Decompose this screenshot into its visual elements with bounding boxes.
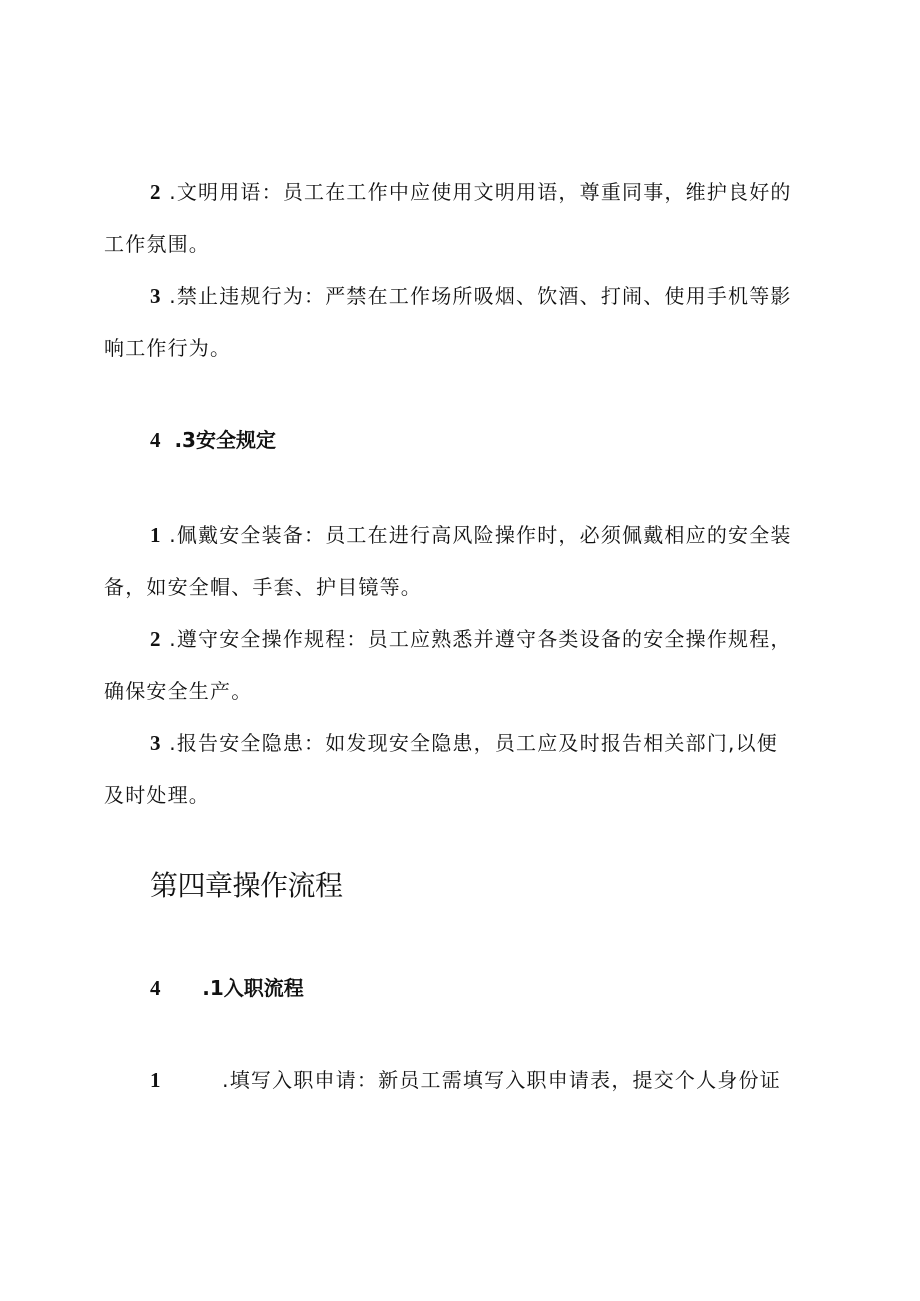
item-text-line-1: .禁止违规行为：严禁在工作场所吸烟、饮酒、打闹、使用手机等影 <box>169 284 792 308</box>
item-text-line-1: .文明用语：员工在工作中应使用文明用语，尊重同事，维护良好的 <box>169 180 792 204</box>
onboarding-list <box>104 1054 820 1106</box>
safety-item-1 <box>104 509 820 613</box>
item-text-line-1: .遵守安全操作规程：员工应熟悉并遵守各类设备的安全操作规程， <box>169 627 792 651</box>
chapter-title: 第四章操作流程 <box>150 869 343 902</box>
safety-item-2 <box>104 613 820 717</box>
item-text-line-1: .佩戴安全装备：员工在进行高风险操作时，必须佩戴相应的安全装 <box>169 523 792 547</box>
section-number: 4 <box>150 976 161 1000</box>
section-title: .3安全规定 <box>174 428 276 452</box>
item-text-line-2: 工作氛围。 <box>104 232 210 256</box>
item-number: 1 <box>150 523 162 547</box>
item-text-line-2: 响工作行为。 <box>104 336 232 360</box>
chapter-4-heading <box>104 864 820 904</box>
item-number: 2 <box>150 627 162 651</box>
item-text-line-2: 确保安全生产。 <box>104 679 253 703</box>
safety-item-3 <box>104 717 820 821</box>
section-heading <box>104 972 820 1001</box>
conduct-list <box>104 166 820 374</box>
item-text-line-1: .填写入职申请：新员工需填写入职申请表，提交个人身份证 <box>222 1068 781 1092</box>
item-number: 3 <box>150 731 162 755</box>
section-title: .1入职流程 <box>202 976 304 1000</box>
safety-list <box>104 509 820 821</box>
onboarding-item-1 <box>104 1054 820 1106</box>
item-text-line-2: 及时处理。 <box>104 783 210 807</box>
conduct-item-2 <box>104 166 820 270</box>
item-number: 2 <box>150 180 162 204</box>
item-number: 3 <box>150 284 162 308</box>
item-number: 1 <box>150 1068 162 1092</box>
item-text-line-2: 备，如安全帽、手套、护目镜等。 <box>104 575 422 599</box>
section-heading <box>104 424 820 453</box>
section-number: 4 <box>150 428 161 452</box>
section-4-1-heading <box>104 972 820 1001</box>
conduct-item-3 <box>104 270 820 374</box>
section-4-3-heading <box>104 424 820 453</box>
item-text-line-1: .报告安全隐患：如发现安全隐患，员工应及时报告相关部门,以便 <box>169 731 778 755</box>
